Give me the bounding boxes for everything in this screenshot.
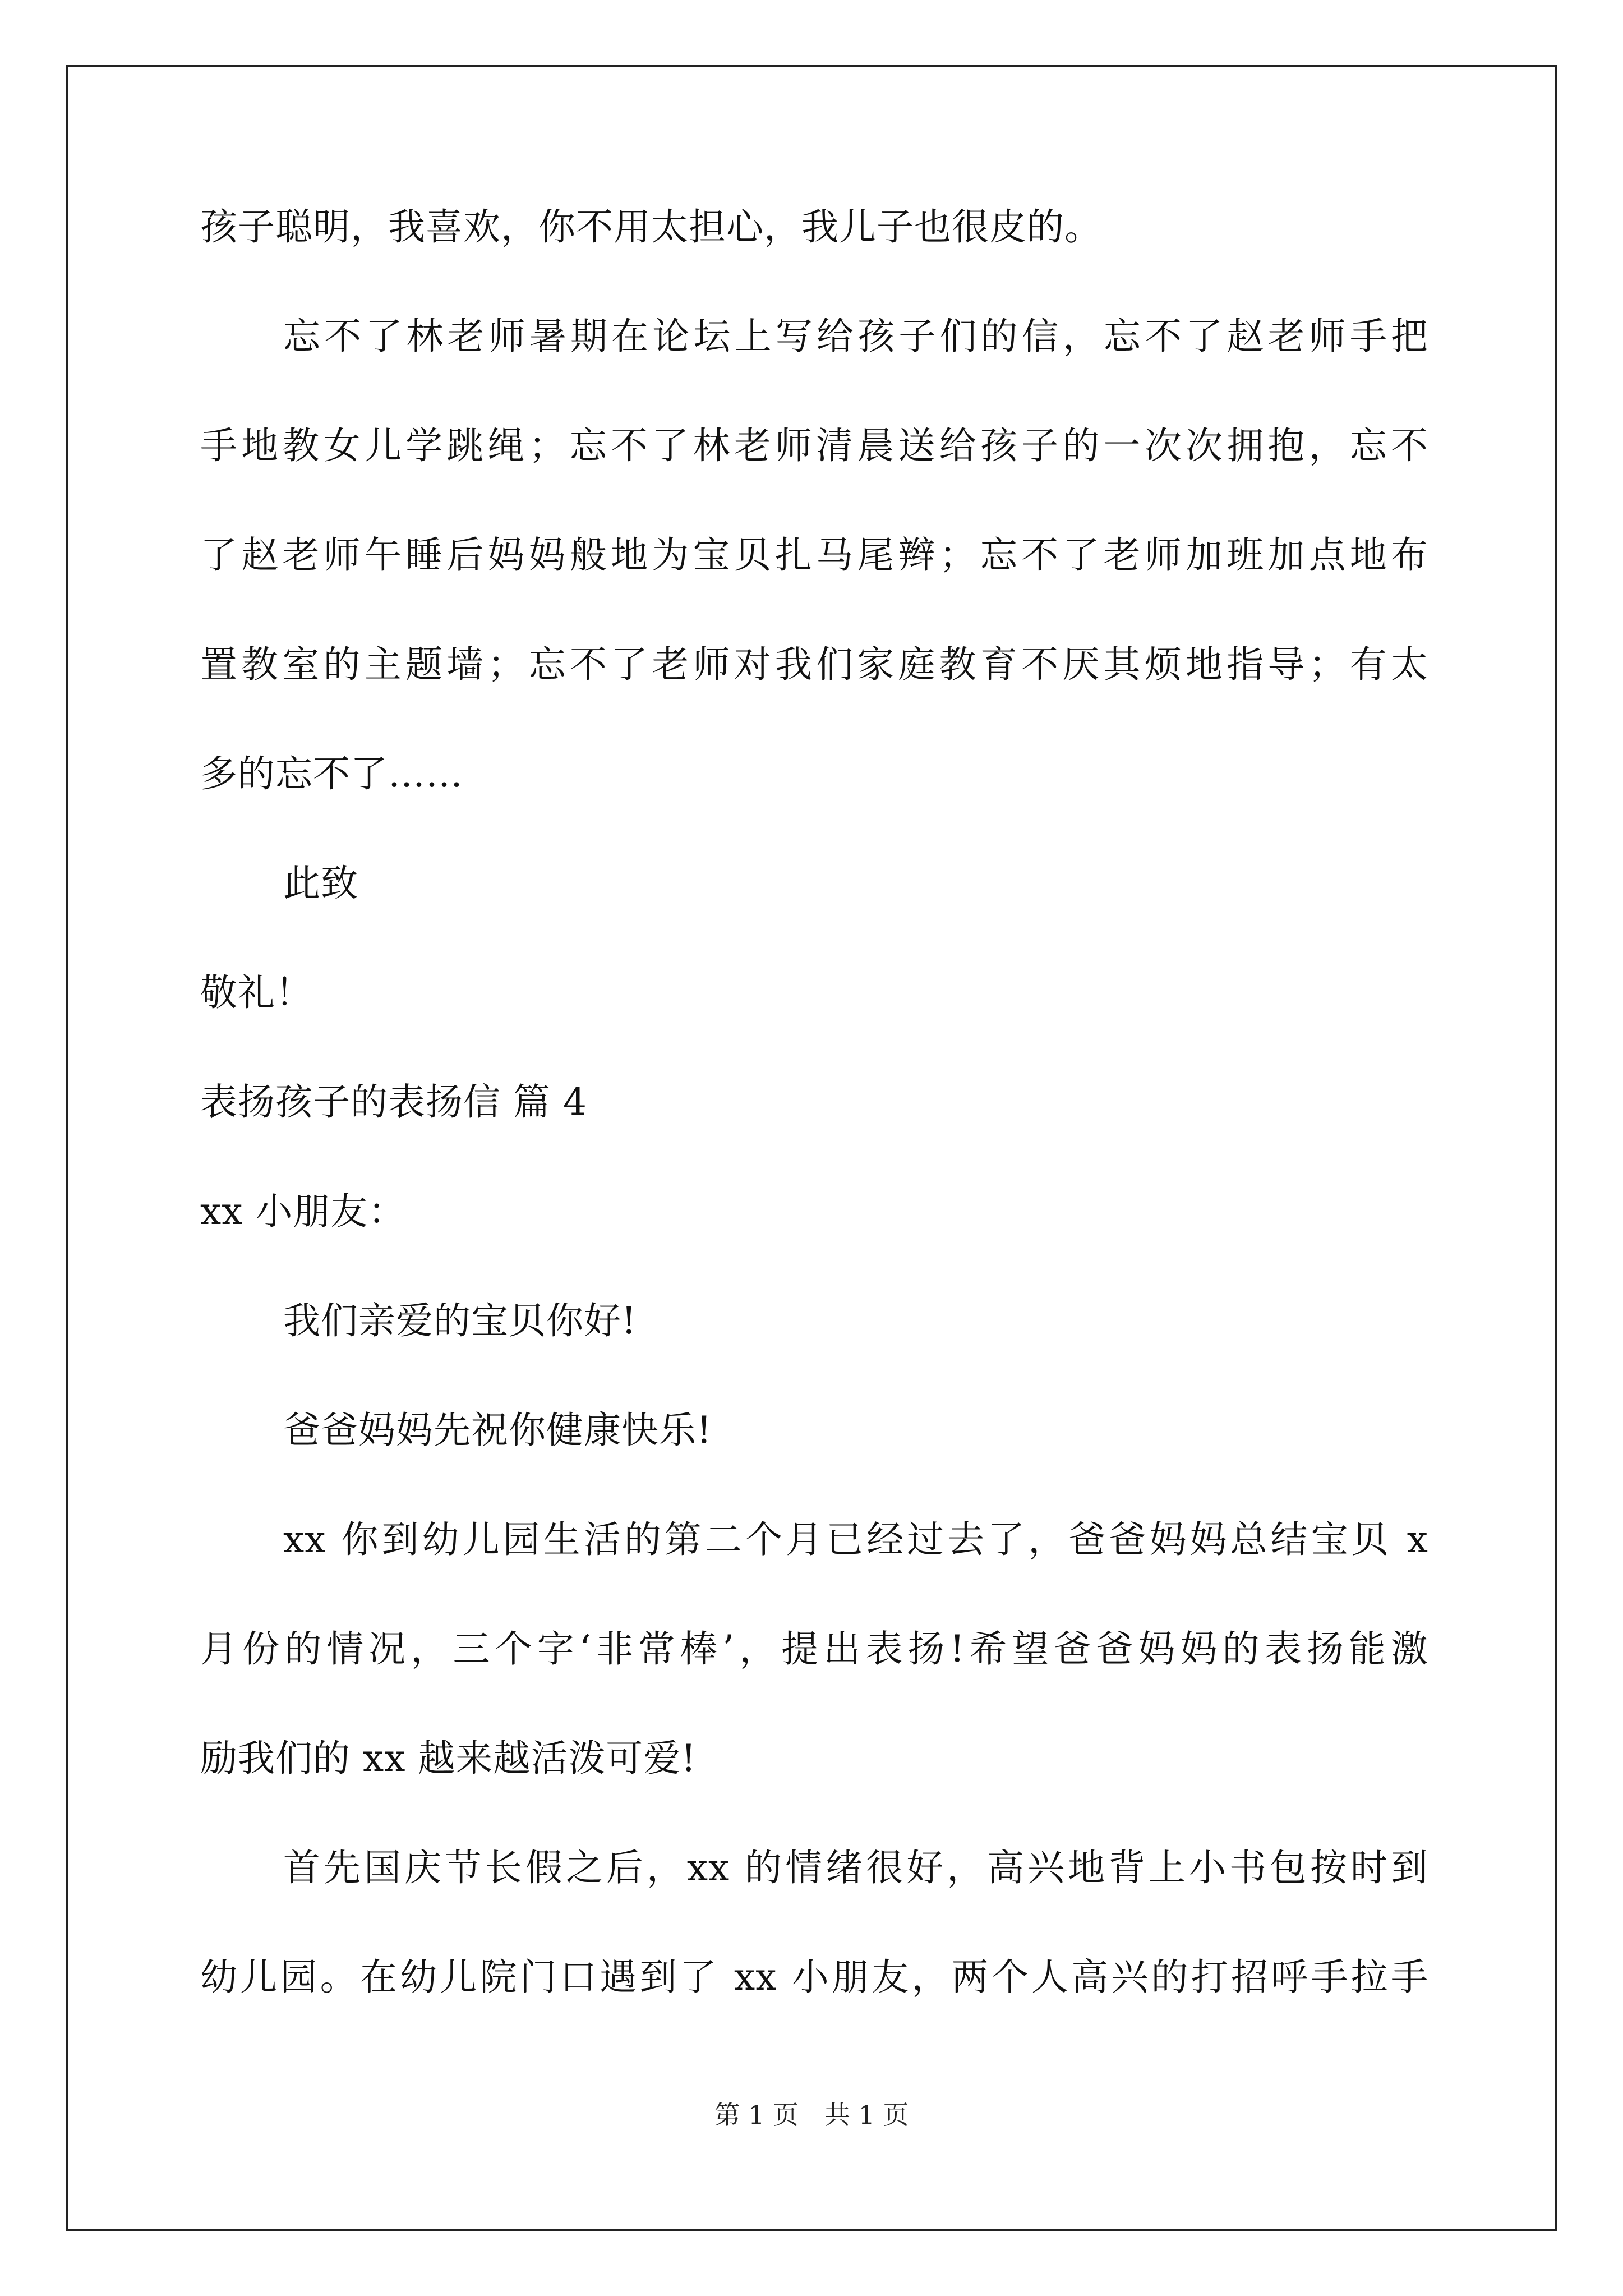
text-line: 励我们的 xx 越来越活泼可爱! — [200, 1737, 697, 1780]
text-line: 孩子聪明，我喜欢，你不用太担心，我儿子也很皮的。 — [200, 205, 1102, 249]
text-line: 首先国庆节长假之后，xx 的情绪很好，高兴地背上小书包按时到 — [283, 1846, 1428, 1889]
text-line: 爸爸妈妈先祝你健康快乐! — [283, 1409, 712, 1452]
text-line: 置教室的主题墙；忘不了老师对我们家庭教育不厌其烦地指导；有太 — [200, 643, 1428, 686]
section-heading: 表扬孩子的表扬信 篇 4 — [200, 1080, 587, 1124]
text-line: 我们亲爱的宝贝你好! — [283, 1299, 637, 1342]
text-line: 多的忘不了…… — [200, 752, 463, 795]
closing-phrase: 此致 — [283, 862, 358, 905]
text-line: 幼儿园。在幼儿院门口遇到了 xx 小朋友，两个人高兴的打招呼手拉手 — [200, 1955, 1428, 1999]
text-line: 忘不了林老师暑期在论坛上写给孩子们的信，忘不了赵老师手把 — [283, 315, 1428, 358]
text-line: xx 你到幼儿园生活的第二个月已经过去了，爸爸妈妈总结宝贝 x — [283, 1518, 1428, 1561]
greeting: xx 小朋友： — [200, 1190, 406, 1233]
text-line: 了赵老师午睡后妈妈般地为宝贝扎马尾辫；忘不了老师加班加点地布 — [200, 533, 1428, 577]
text-line: 月份的情况，三个字‘非常棒’，提出表扬!希望爸爸妈妈的表扬能激 — [200, 1627, 1428, 1671]
page-border — [66, 65, 1557, 2231]
page-footer: 第 1 页 共 1 页 — [714, 2100, 909, 2130]
text-line: 手地教女儿学跳绳；忘不了林老师清晨送给孩子的一次次拥抱，忘不 — [200, 424, 1428, 467]
salutation: 敬礼！ — [200, 971, 313, 1014]
